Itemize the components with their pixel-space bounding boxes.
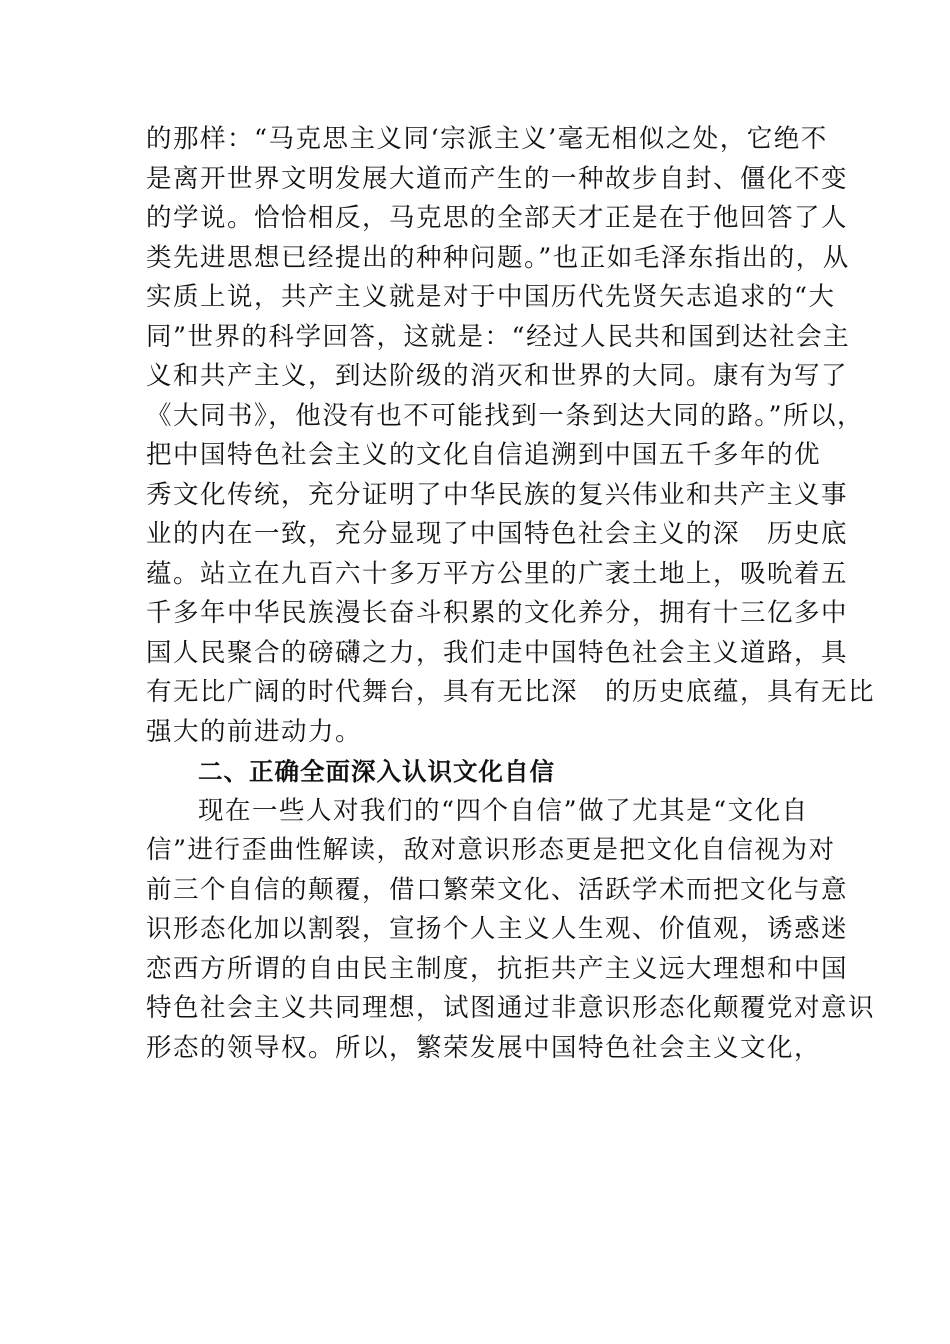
paragraph-line: 强大的前进动力。 — [146, 716, 363, 747]
paragraph-line: 蕴。站立在九百六十多万平方公里的广袤土地上，吸吮着五 — [146, 558, 849, 589]
paragraph-line: 的那样：“马克思主义同‘宗派主义’毫无相似之处，它绝不 — [146, 124, 828, 154]
paragraph-1 — [146, 120, 876, 752]
paragraph-2 — [146, 792, 876, 1069]
paragraph-line: 《大同书》，他没有也不可能找到一条到达大同的路。”所以， — [146, 400, 865, 431]
paragraph-line: 实质上说，共产主义就是对于中国历代先贤矢志追求的“大 — [146, 282, 836, 312]
document-body — [146, 120, 876, 1068]
section-heading: 二、正确全面深入认识文化自信 — [198, 757, 555, 786]
paragraph-line: 千多年中华民族漫长奋斗积累的文化养分，拥有十三亿多中 — [146, 598, 849, 628]
paragraph-line: 国人民聚合的磅礴之力，我们走中国特色社会主义道路，具 — [146, 637, 849, 668]
paragraph-line: 有无比广阔的时代舞台，具有无比深 的历史底蕴，具有无比 — [146, 677, 876, 707]
paragraph-line: 秀文化传统，充分证明了中华民族的复兴伟业和共产主义事 — [146, 479, 849, 510]
paragraph-line: 形态的领导权。所以，繁荣发展中国特色社会主义文化， — [146, 1032, 822, 1063]
paragraph-line: 特色社会主义共同理想，试图通过非意识形态化颠覆党对意识 — [146, 993, 876, 1023]
paragraph-line: 前三个自信的颠覆，借口繁荣文化、活跃学术而把文化与意 — [146, 874, 849, 905]
paragraph-line: 把中国特色社会主义的文化自信追溯到中国五千多年的优 — [146, 440, 822, 470]
paragraph-line: 的学说。恰恰相反，马克思的全部天才正是在于他回答了人 — [146, 203, 849, 233]
paragraph-line: 信”进行歪曲性解读，敌对意识形态更是把文化自信视为对 — [146, 835, 836, 865]
paragraph-line: 识形态化加以割裂，宣扬个人主义人生观、价值观，诱惑迷 — [146, 914, 849, 944]
paragraph-line: 同”世界的科学回答，这就是：“经过人民共和国到达社会主 — [146, 321, 851, 352]
paragraph-line: 业的内在一致，充分显现了中国特色社会主义的深 历史底 — [146, 519, 849, 549]
paragraph-line: 类先进思想已经提出的种种问题。”也正如毛泽东指出的，从 — [146, 242, 850, 273]
paragraph-line: 义和共产主义，到达阶级的消灭和世界的大同。康有为写了 — [146, 361, 849, 391]
paragraph-line: 是离开世界文明发展大道而产生的一种故步自封、僵化不变 — [146, 163, 849, 194]
paragraph-line: 恋西方所谓的自由民主制度，抗拒共产主义远大理想和中国 — [146, 953, 849, 984]
paragraph-line: 现在一些人对我们的“四个自信”做了尤其是“文化自 — [198, 795, 809, 826]
